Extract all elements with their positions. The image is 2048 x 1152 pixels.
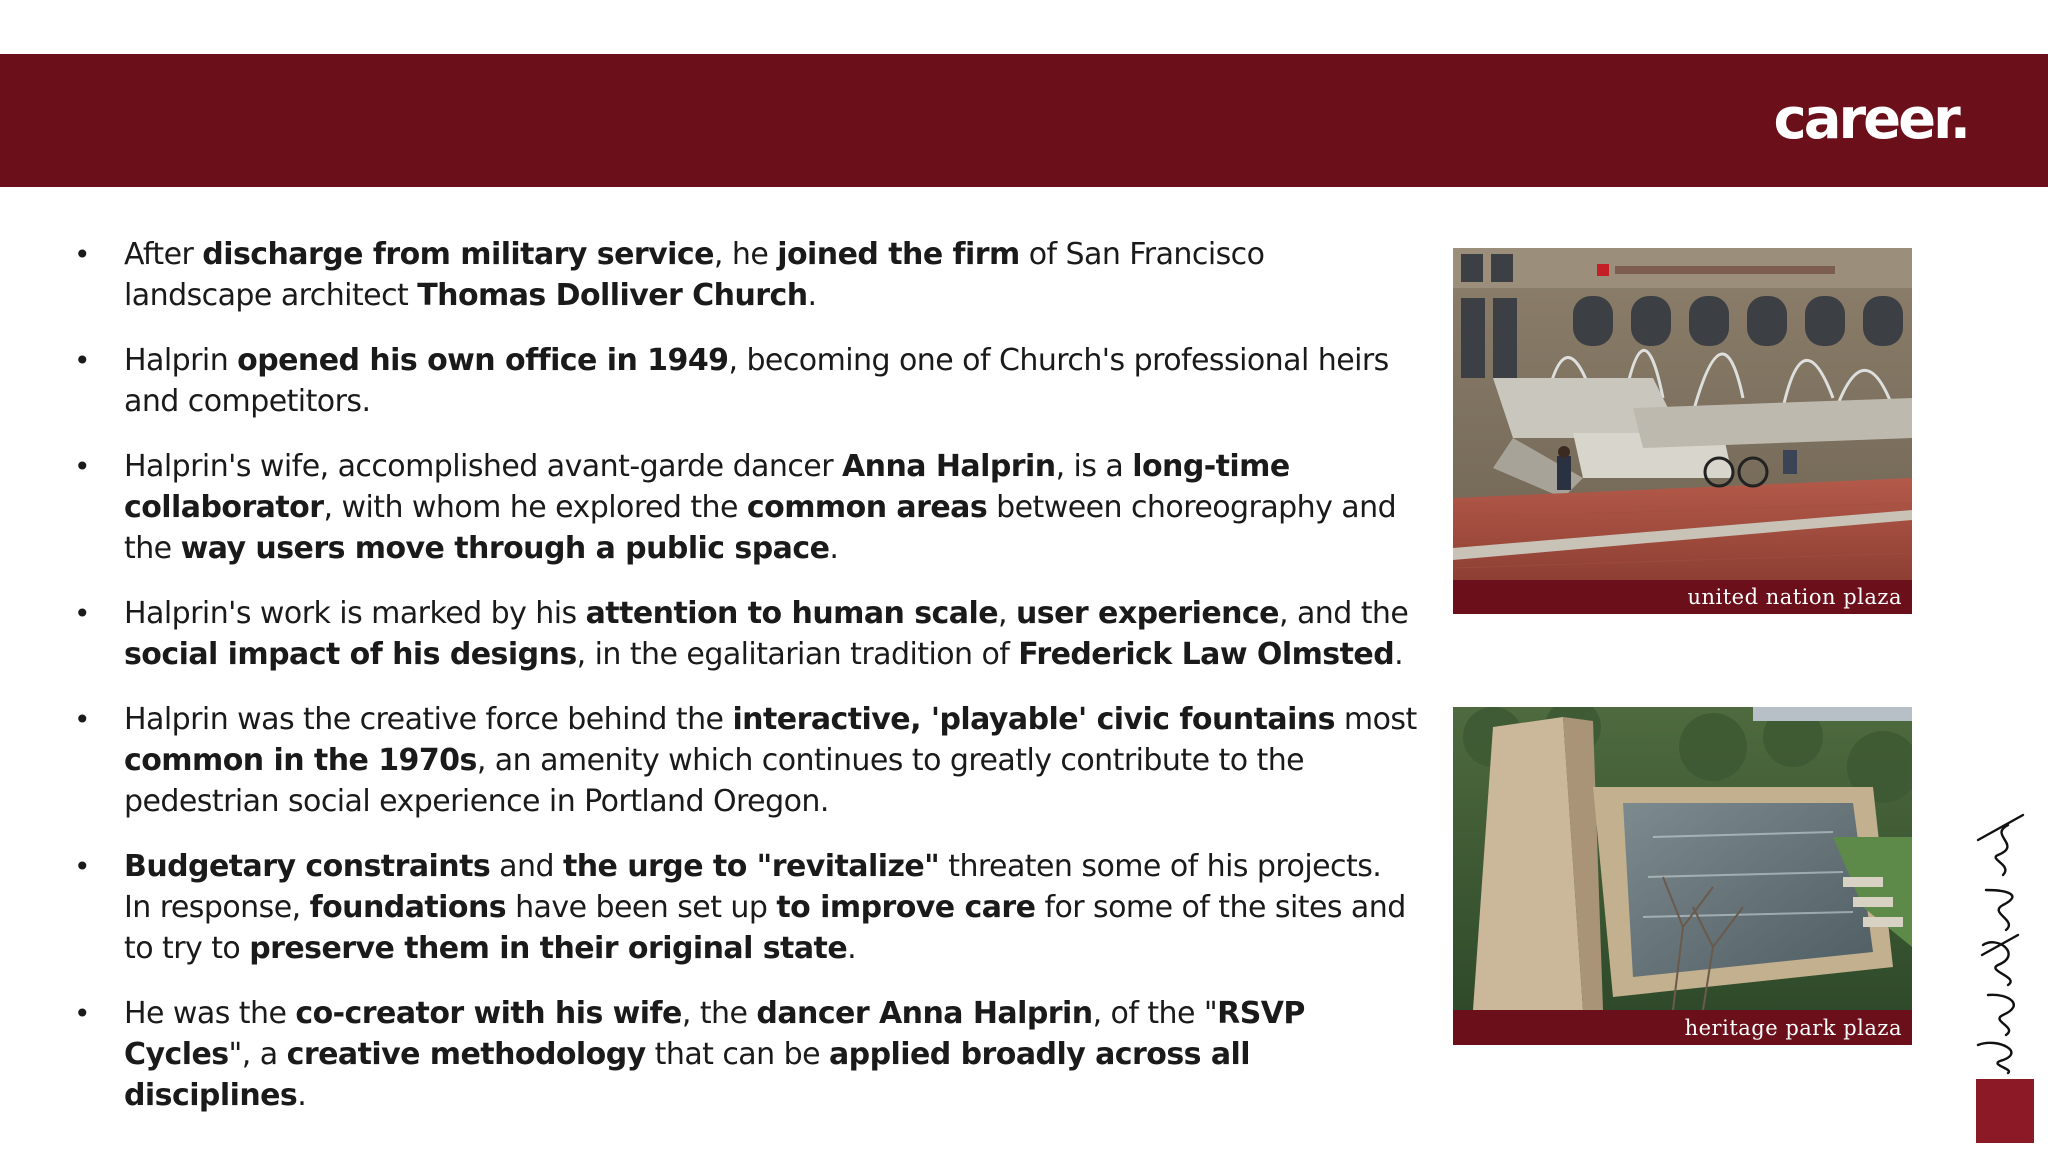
bullet-item [72, 234, 1417, 316]
bullet-item [72, 846, 1417, 969]
bullet-text: threaten some of his projects. In response, [124, 849, 1382, 925]
photo-united-nation-plaza [1453, 248, 1912, 614]
bullet-emphasis: creative methodology [286, 1037, 646, 1072]
bullet-text: , the [681, 996, 757, 1031]
bullet-item [72, 593, 1417, 675]
bullet-emphasis: Budgetary constraints [124, 849, 491, 884]
bullet-text: . [847, 931, 857, 966]
photo-caption: united nation plaza [1687, 585, 1902, 609]
bullet-item [72, 699, 1417, 822]
bullet-emphasis: foundations [309, 890, 507, 925]
bullet-text: He was the [124, 996, 296, 1031]
header-band [0, 54, 2048, 187]
bullet-item [72, 340, 1417, 422]
bullet-list [72, 234, 1417, 1140]
bullet-emphasis: to improve care [776, 890, 1036, 925]
bullet-dot-icon: • [74, 238, 90, 271]
bullet-text: between choreography and the [124, 490, 1397, 566]
bullet-text: Halprin was the creative force behind the [124, 702, 733, 737]
signature-icon [1968, 795, 2038, 1075]
bullet-text: , is a [1055, 449, 1133, 484]
bullet-text: , of the " [1092, 996, 1218, 1031]
bullet-text: . [297, 1078, 307, 1113]
photo-heritage-park-plaza [1453, 707, 1912, 1045]
bullet-text: , becoming one of Church's professional heirs and competitors. [124, 343, 1389, 419]
bullet-emphasis: applied broadly across all disciplines [124, 1037, 1250, 1113]
bullet-emphasis: interactive, 'playable' civic fountains [732, 702, 1335, 737]
bullet-text: . [1394, 637, 1404, 672]
bullet-emphasis: co-creator with his wife [295, 996, 682, 1031]
bullet-text: , with whom he explored the [323, 490, 747, 525]
bullet-emphasis: RSVP Cycles [124, 996, 1305, 1072]
bullet-text: , he [713, 237, 778, 272]
bullet-emphasis: common areas [746, 490, 988, 525]
bullet-text: ", a [228, 1037, 287, 1072]
bullet-emphasis: social impact of his designs [124, 637, 577, 672]
bullet-text: , and the [1278, 596, 1409, 631]
bullet-item [72, 446, 1417, 569]
bullet-emphasis: Thomas Dolliver Church [417, 278, 808, 313]
bullet-emphasis: user experience [1015, 596, 1279, 631]
bullet-emphasis: opened his own office in 1949 [237, 343, 729, 378]
bullet-text: Halprin [124, 343, 238, 378]
bullet-text: . [829, 531, 839, 566]
corner-accent-square [1976, 1079, 2034, 1143]
fountain-plaza-photo [1453, 248, 1912, 580]
bullet-dot-icon: • [74, 344, 90, 377]
bullet-emphasis: Frederick Law Olmsted [1018, 637, 1395, 672]
bullet-emphasis: the urge to "revitalize" [562, 849, 940, 884]
bullet-text: . [807, 278, 817, 313]
bullet-text: of San Francisco landscape architect [124, 237, 1265, 313]
bullet-dot-icon: • [74, 997, 90, 1030]
bullet-emphasis: Anna Halprin [841, 449, 1056, 484]
bullet-text: , an amenity which continues to greatly contribute to the pedestrian social experience in Portland Oregon. [124, 743, 1305, 819]
bullet-emphasis: joined the firm [777, 237, 1020, 272]
bullet-text: , in the egalitarian tradition of [576, 637, 1019, 672]
bullet-dot-icon: • [74, 850, 90, 883]
bullet-emphasis: dancer Anna Halprin [756, 996, 1093, 1031]
bullet-text: that can be [645, 1037, 829, 1072]
bullet-emphasis: way users move through a public space [180, 531, 830, 566]
bullet-dot-icon: • [74, 703, 90, 736]
bullet-dot-icon: • [74, 597, 90, 630]
bullet-text: for some of the sites and to try to [124, 890, 1406, 966]
water-garden-photo [1453, 707, 1912, 1010]
bullet-item [72, 993, 1417, 1116]
page-title: career. [1773, 87, 1968, 152]
bullet-emphasis: common in the 1970s [124, 743, 477, 778]
bullet-text: After [124, 237, 203, 272]
bullet-dot-icon: • [74, 450, 90, 483]
bullet-text: Halprin's wife, accomplished avant-garde dancer [124, 449, 842, 484]
photo-caption: heritage park plaza [1684, 1016, 1902, 1040]
bullet-text: Halprin's work is marked by his [124, 596, 586, 631]
bullet-emphasis: attention to human scale [585, 596, 998, 631]
bullet-text: have been set up [506, 890, 777, 925]
bullet-text: and [490, 849, 563, 884]
bullet-emphasis: preserve them in their original state [249, 931, 848, 966]
bullet-emphasis: long-time collaborator [124, 449, 1290, 525]
bullet-text: , [998, 596, 1016, 631]
bullet-emphasis: discharge from military service [202, 237, 714, 272]
bullet-text: most [1334, 702, 1417, 737]
